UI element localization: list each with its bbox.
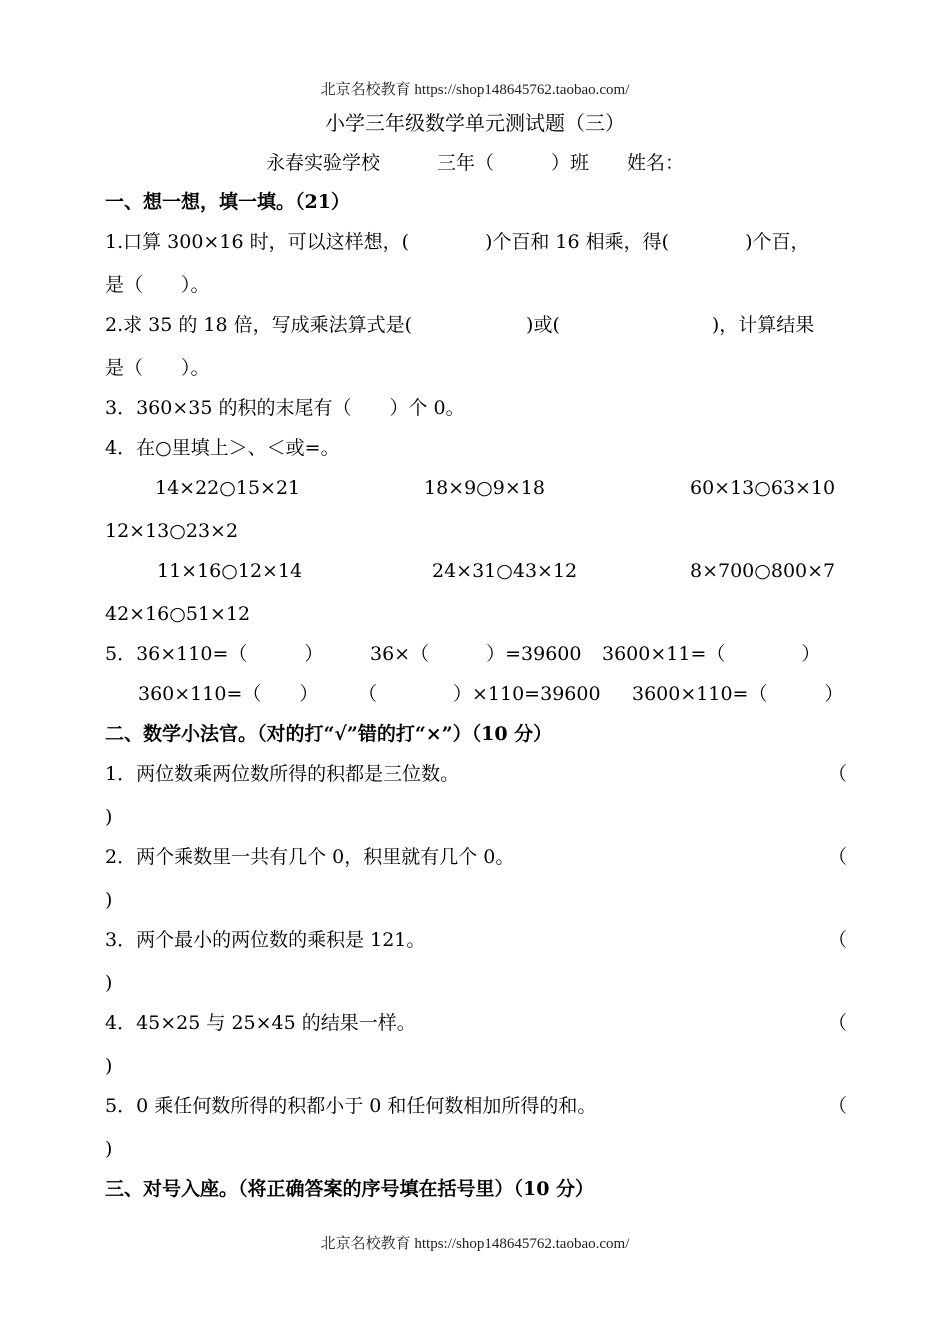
section3-heading: 三、对号入座。（将正确答案的序号填在括号里）（10 分） [105,1178,595,1200]
q4: 4．在○里填上＞、＜或=。 [105,437,340,459]
q4-r3-c: 8×700○800×7 [690,560,836,582]
s2-item-5-close: ) [105,1138,113,1160]
q4-r1-a: 14×22○15×21 [155,477,301,499]
s2-item-5-open: （ [828,1095,848,1117]
student-info: 永春实验学校 三年（ ）班 姓名： [265,152,684,174]
s2-item-4-close: ) [105,1055,113,1077]
q5-r1-a: 5．36×110=（ ） [105,643,324,665]
s2-item-4: 4．45×25 与 25×45 的结果一样。 [105,1012,416,1034]
q3: 3．360×35 的积的末尾有（ ）个 0。 [105,397,465,419]
q4-r1-b: 18×9○9×18 [424,477,545,499]
q5-r2-b: （ ）×110=39600 [358,683,601,705]
q4-r3-b: 24×31○43×12 [432,560,578,582]
q4-r1-c: 60×13○63×10 [690,477,836,499]
s2-item-1: 1．两位数乘两位数所得的积都是三位数。 [105,763,460,785]
q1-line2: 是（ ）。 [105,274,210,296]
s2-item-3-close: ) [105,972,113,994]
s2-item-2: 2．两个乘数里一共有几个 0，积里就有几个 0。 [105,846,515,868]
s2-item-4-open: （ [828,1012,848,1034]
section2-heading: 二、数学小法官。（对的打“√”错的打“×”）（10 分） [105,723,553,745]
page-title: 小学三年级数学单元测试题（三） [325,111,625,135]
s2-item-5: 5．0 乘任何数所得的积都小于 0 和任何数相加所得的和。 [105,1095,597,1117]
q4-r4: 42×16○51×12 [105,603,251,625]
s2-item-3-open: （ [828,929,848,951]
s2-item-2-open: （ [828,846,848,868]
q5-r2-c: 3600×110=（ ） [632,683,844,705]
s2-item-1-open: （ [828,763,848,785]
q1-line1: 1.口算 300×16 时，可以这样想，( )个百和 16 相乘，得( )个百， [105,231,810,253]
q4-r2: 12×13○23×2 [105,520,239,542]
q2-line2: 是（ ）。 [105,357,210,379]
page-header: 北京名校教育 https://shop148645762.taobao.com/ [320,82,630,98]
s2-item-3: 3．两个最小的两位数的乘积是 121。 [105,929,426,951]
s2-item-2-close: ) [105,889,113,911]
q5-r1-b: 36×（ ）=39600 [370,643,582,665]
q5-r1-c: 3600×11=（ ） [602,643,821,665]
q5-r2-a: 360×110=（ ） [138,683,319,705]
s2-item-1-close: ) [105,806,113,828]
section1-heading: 一、想一想，填一填。（21） [105,191,350,213]
page-footer: 北京名校教育 https://shop148645762.taobao.com/ [320,1236,630,1252]
q4-r3-a: 11×16○12×14 [157,560,303,582]
q2-line1: 2.求 35 的 18 倍，写成乘法算式是( )或( )，计算结果 [105,314,815,336]
